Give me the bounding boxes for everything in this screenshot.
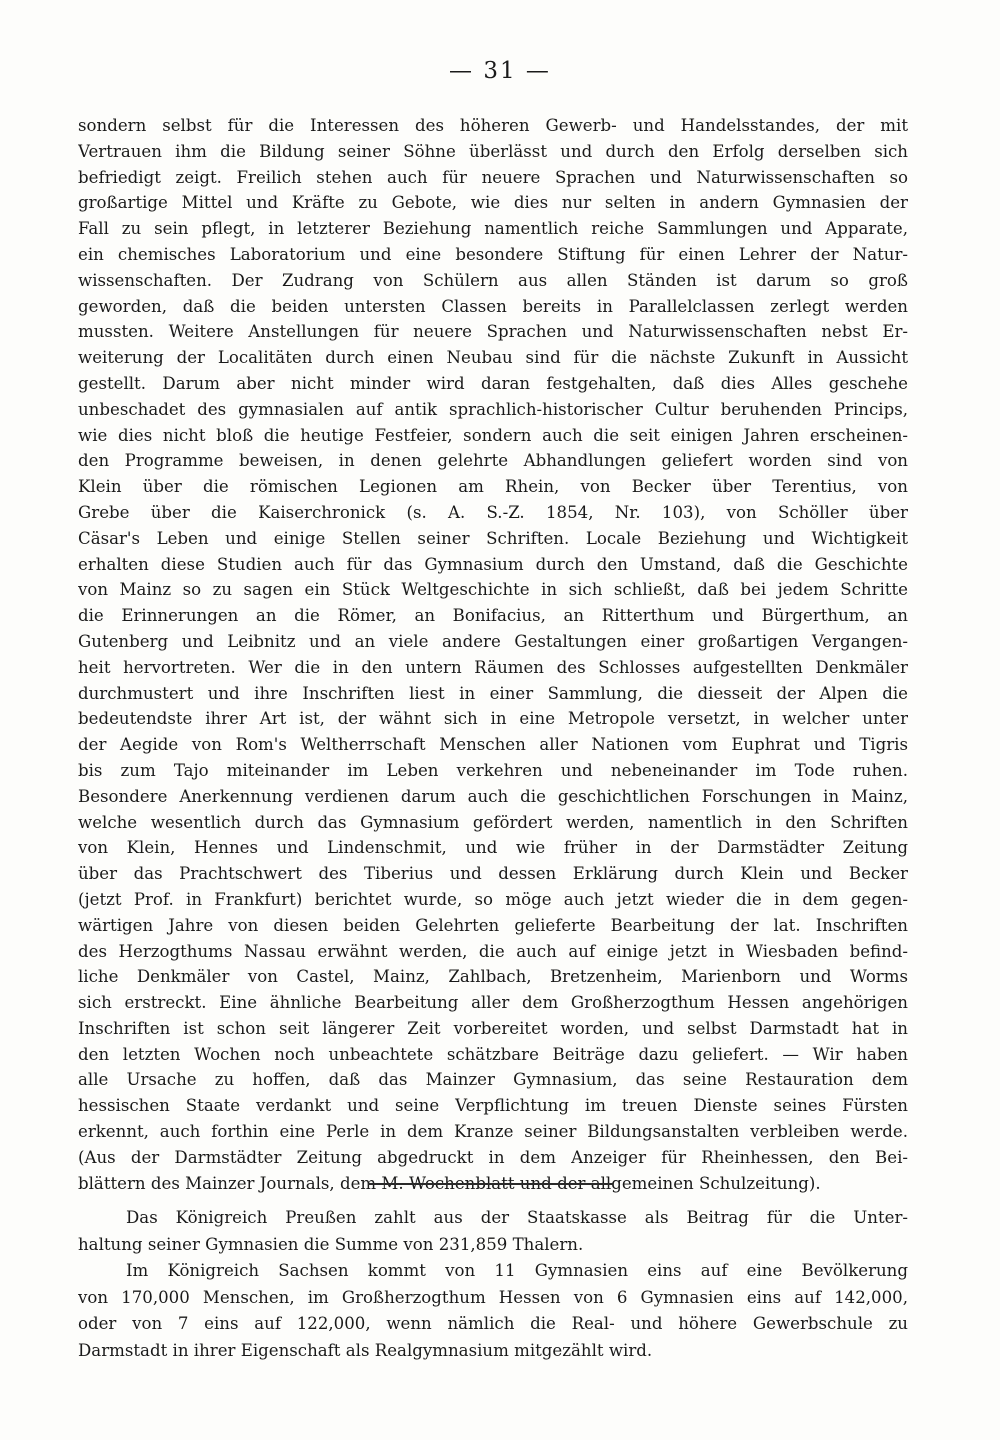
text-line: geworden, daß die beiden untersten Classen bereits in Parallelclassen zerlegt werden (78, 296, 908, 316)
page-number: — 31 — (449, 58, 551, 84)
text-line: (Aus der Darmstädter Zeitung abgedruckt in dem Anzeiger für Rheinhessen, den Bei- (78, 1147, 908, 1167)
text-line: bis zum Tajo miteinander im Leben verkehren und nebeneinander im Tode ruhen. (78, 760, 908, 780)
text-line: Fall zu sein pflegt, in letzterer Beziehung namentlich reiche Sammlungen und Apparate, (78, 219, 908, 239)
text-line: über das Prachtschwert des Tiberius und dessen Erklärung durch Klein und Becker (78, 864, 908, 884)
text-line: Gutenberg und Leibnitz und an viele andere Gestaltungen einer großartigen Vergangen- (78, 631, 908, 651)
text-line: Besondere Anerkennung verdienen darum auch die geschichtlichen Forschungen in Mainz, (78, 786, 908, 806)
text-line: Klein über die römischen Legionen am Rhein, von Becker über Terentius, von (78, 477, 908, 497)
footnote-line: Im Königreich Sachsen kommt von 11 Gymnasien eins auf eine Bevölkerung (126, 1261, 908, 1280)
footnote-line: haltung seiner Gymnasien die Summe von 231,859 Thalern. (78, 1234, 584, 1254)
text-line: liche Denkmäler von Castel, Mainz, Zahlbach, Bretzenheim, Marienborn und Worms (78, 967, 908, 987)
footnote-line: von 170,000 Menschen, im Großherzogthum Hessen von 6 Gymnasien eins auf 142,000, (78, 1287, 908, 1307)
text-line: von Mainz so zu sagen ein Stück Weltgeschichte in sich schließt, daß bei jedem Schritte (78, 580, 908, 600)
footnotes (78, 1205, 908, 1364)
footnote-separator (368, 1183, 613, 1185)
text-line: durchmustert und ihre Inschriften liest in einer Sammlung, die diesseit der Alpen die (78, 683, 908, 703)
text-line: Grebe über die Kaiserchronick (s. A. S.-Z. 1854, Nr. 103), von Schöller über (78, 502, 908, 522)
main-text (78, 113, 908, 1196)
text-line: des Herzogthums Nassau erwähnt werden, die auch auf einige jetzt in Wiesbaden befind- (78, 941, 908, 961)
footnote-line: oder von 7 eins auf 122,000, wenn nämlich die Real- und höhere Gewerbschule zu (78, 1314, 908, 1333)
text-line: ein chemisches Laboratorium und eine besondere Stiftung für einen Lehrer der Natur- (78, 244, 908, 264)
text-line: großartige Mittel und Kräfte zu Gebote, wie dies nur selten in andern Gymnasien der (78, 193, 908, 213)
text-line: Cäsar's Leben und einige Stellen seiner Schriften. Locale Beziehung und Wichtigkeit (78, 528, 908, 548)
text-line: den Programme beweisen, in denen gelehrte Abhandlungen geliefert worden sind von (78, 451, 908, 471)
text-line: (jetzt Prof. in Frankfurt) berichtet wurde, so möge auch jetzt wieder die in dem gegen- (78, 889, 908, 909)
text-line: erhalten diese Studien auch für das Gymnasium durch den Umstand, daß die Geschichte (78, 554, 908, 574)
text-line: wärtigen Jahre von diesen beiden Gelehrten gelieferte Bearbeitung der lat. Inschriften (78, 915, 908, 935)
text-line: gestellt. Darum aber nicht minder wird daran festgehalten, daß dies Alles geschehe (78, 373, 908, 393)
text-line: mussten. Weitere Anstellungen für neuere Sprachen und Naturwissenschaften nebst Er- (78, 322, 908, 342)
text-line: den letzten Wochen noch unbeachtete schätzbare Beiträge dazu geliefert. — Wir haben (78, 1044, 908, 1064)
footnote-line: Das Königreich Preußen zahlt aus der Staatskasse als Beitrag für die Unter- (126, 1208, 908, 1227)
text-line: bedeutendste ihrer Art ist, der wähnt sich in eine Metropole versetzt, in welcher unter (78, 709, 908, 729)
text-line: unbeschadet des gymnasialen auf antik sprachlich-historischer Cultur beruhenden Princips, (78, 399, 908, 419)
text-line: erkennt, auch forthin eine Perle in dem Kranze seiner Bildungsanstalten verbleiben werde. (78, 1122, 908, 1142)
text-line: Inschriften ist schon seit längerer Zeit vorbereitet worden, und selbst Darmstadt hat in (78, 1018, 908, 1038)
text-line: der Aegide von Rom's Weltherrschaft Menschen aller Nationen vom Euphrat und Tigris (78, 735, 908, 755)
text-line: Vertrauen ihm die Bildung seiner Söhne überlässt und durch den Erfolg derselben sich (78, 141, 908, 161)
text-line: alle Ursache zu hoffen, daß das Mainzer Gymnasium, das seine Restauration dem (78, 1070, 908, 1090)
text-line: hessischen Staate verdankt und seine Verpflichtung im treuen Dienste seines Fürsten (78, 1096, 908, 1116)
text-line: wissenschaften. Der Zudrang von Schülern aus allen Ständen ist darum so groß (78, 270, 908, 290)
text-line: welche wesentlich durch das Gymnasium gefördert werden, namentlich in den Schriften (78, 812, 908, 832)
text-line: wie dies nicht bloß die heutige Festfeier, sondern auch die seit einigen Jahren erscheinen- (78, 425, 908, 445)
text-line: sich erstreckt. Eine ähnliche Bearbeitung aller dem Großherzogthum Hessen angehörigen (78, 993, 908, 1013)
text-line: befriedigt zeigt. Freilich stehen auch für neuere Sprachen und Naturwissenschaften so (78, 167, 908, 187)
text-line: sondern selbst für die Interessen des höheren Gewerb- und Handelsstandes, der mit (78, 116, 908, 135)
text-line: die Erinnerungen an die Römer, an Bonifacius, an Ritterthum und Bürgerthum, an (78, 606, 908, 626)
text-line: weiterung der Localitäten durch einen Neubau sind für die nächste Zukunft in Aussicht (78, 348, 908, 368)
text-line: blättern des Mainzer Journals, dem M. Wochenblatt und der allgemeinen Schulzeitung). (78, 1173, 821, 1193)
text-line: von Klein, Hennes und Lindenschmit, und wie früher in der Darmstädter Zeitung (78, 838, 908, 858)
text-line: heit hervortreten. Wer die in den untern Räumen des Schlosses aufgestellten Denkmäler (78, 657, 908, 677)
footnote-line: Darmstadt in ihrer Eigenschaft als Realgymnasium mitgezählt wird. (78, 1340, 653, 1360)
